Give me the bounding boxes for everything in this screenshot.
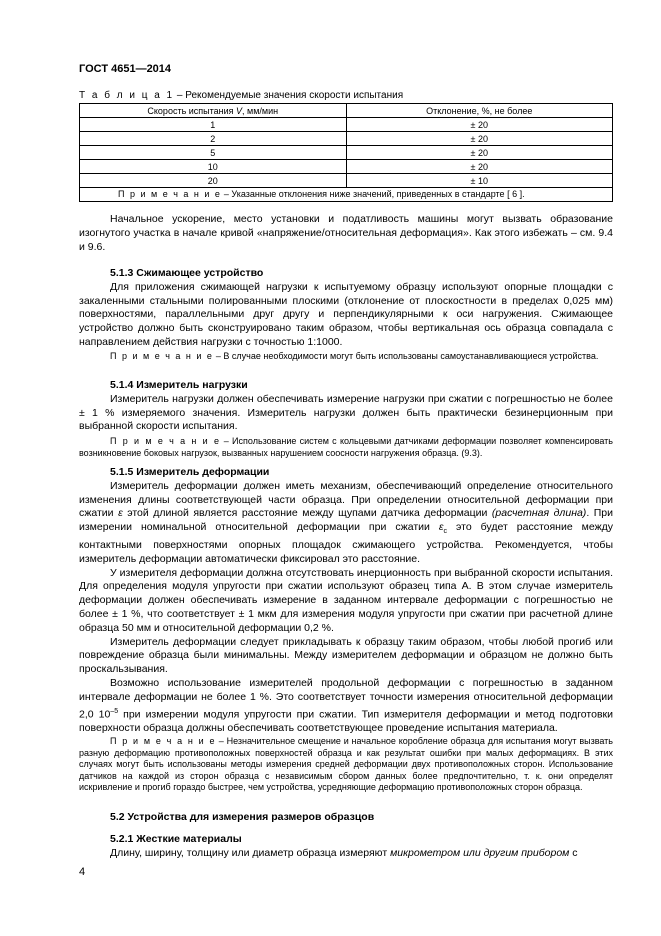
standard-header: ГОСТ 4651—2014 bbox=[79, 63, 172, 75]
section-5-1-5-paragraph-1 bbox=[79, 480, 613, 567]
table-caption bbox=[79, 90, 403, 101]
table-header-row bbox=[80, 104, 613, 118]
note-label: П р и м е ч а н и е bbox=[110, 436, 221, 446]
section-5-2-title: 5.2 Устройства для измерения размеров образцов bbox=[110, 811, 375, 823]
table-cell: 2 bbox=[80, 132, 347, 146]
text-run: Возможно использование измерителей продольной деформации с погрешностью в заданном интервале деформации не более 1 %. Это соответствует точности измерения относительной деформации 2,0 10 bbox=[79, 677, 613, 721]
section-5-1-5-paragraph-3: Измеритель деформации следует прикладывать к образцу таким образом, чтобы любой прогиб или повреждение образца были минимальны. Между измерителем деформации и образцом не должно быть проскальзывания. bbox=[79, 635, 613, 676]
text-run: это будет расстояние между контактными поверхностями опорных площадок сжимающего устройства. Рекомендуется, чтобы измеритель деформации автоматически фиксировал это расстояние. bbox=[79, 521, 613, 565]
text-run: при измерении модуля упругости при сжатии. Тип измерителя деформации и метод подготовки поверхности образца должны обеспечивать соответствующее проведение испытания материала. bbox=[79, 708, 613, 734]
table-note bbox=[80, 188, 613, 202]
col1-text: Скорость испытания bbox=[147, 105, 237, 116]
section-5-2-1-paragraph bbox=[79, 847, 613, 861]
section-5-1-3 bbox=[79, 267, 613, 350]
section-5-1-3-paragraph: Для приложения сжимающей нагрузки к испытуемому образцу используют опорные площадки с закаленными стальными полированными плоскими (отклонение от плоскостности в пределах 0,025 мм) поверхностями, параллельными друг другу и перпендикулярными к оси нагружения. Сжимающее устройство должно быть сконструировано таким образом, чтобы вертикальная ось образца совпадала с направлением действия нагрузки с точностью 1:1000. bbox=[79, 280, 613, 348]
table-row bbox=[80, 174, 613, 188]
table-cell: 1 bbox=[80, 118, 347, 132]
table-cell: 5 bbox=[80, 146, 347, 160]
section-5-1-5 bbox=[79, 466, 613, 736]
note-text: – Незначительное смещение и начальное коробление образца для испытания могут вызвать разную деформацию противоположных поверхностей образца и как результат ошибки при малых деформациях. В этих случаях могут быть использованы методы измерения средней деформации двух противоположных сторон. Использование датчиков на каждой из сторон образца с независимым сбором данных более предпочтительно, т. к. они определят искривление и прогиб гораздо быстрее, чем устройства, усредняющие деформацию противоположных сторон образца. bbox=[79, 736, 613, 792]
section-5-1-5-note bbox=[79, 736, 613, 794]
section-5-1-3-note bbox=[79, 351, 613, 363]
italic-run: (расчетная длина) bbox=[491, 507, 587, 520]
section-5-1-4-note bbox=[79, 436, 613, 459]
table-row bbox=[80, 132, 613, 146]
table-cell: ± 20 bbox=[346, 118, 613, 132]
note-text: – В случае необходимости могут быть использованы самоустанавливающиеся устройства. bbox=[213, 351, 599, 361]
superscript: –5 bbox=[110, 707, 119, 715]
test-speed-table bbox=[79, 103, 613, 202]
section-5-1-5-paragraph-2: У измерителя деформации должна отсутствовать инерционность при выбранной скорости испытания. Для определения модуля упругости при сжатии используют образец типа А. В этом случае измеритель деформации должен обеспечивать измерение в заданном интервале деформации с погрешностью не более ± 1 %, что соответствует ± 1 мкм для измерения модуля упругости при сжатии при расчетной длине образца 50 мм и относительной деформации 0,2 %. bbox=[79, 566, 613, 634]
table-note-text: – Указанные отклонения ниже значений, приведенных в стандарте [ 6 ]. bbox=[221, 188, 525, 199]
col1-unit: , мм/мин bbox=[242, 105, 279, 116]
table-row bbox=[80, 118, 613, 132]
section-5-1-4 bbox=[79, 379, 613, 434]
italic-run: микрометром или другим прибором bbox=[390, 846, 570, 859]
section-5-1-4-title: 5.1.4 Измеритель нагрузки bbox=[110, 379, 248, 391]
column-header-deviation: Отклонение, %, не более bbox=[346, 104, 613, 118]
table-note-row bbox=[80, 188, 613, 202]
subscript: c bbox=[443, 528, 447, 536]
table-row bbox=[80, 146, 613, 160]
table-cell: 20 bbox=[80, 174, 347, 188]
table-cell: ± 20 bbox=[346, 132, 613, 146]
section-5-1-4-paragraph: Измеритель нагрузки должен обеспечивать измерение нагрузки при сжатии с погрешностью не более ± 1 % измеряемого значения. Измеритель нагрузки должен быть практически безинерционным при выбранной скорости испытания. bbox=[79, 392, 613, 433]
page-number: 4 bbox=[79, 866, 86, 878]
note-label: П р и м е ч а н и е bbox=[110, 351, 214, 361]
intro-paragraph-block bbox=[79, 213, 613, 254]
note-text: – Использование систем с кольцевыми датчиками деформации позволяет компенсировать возникновение боковых нагрузок, вызванных нарушением соосности нагружения образца. (9.3). bbox=[79, 436, 613, 458]
section-5-2 bbox=[79, 811, 613, 825]
table-caption-label: Т а б л и ц а 1 bbox=[79, 90, 175, 101]
col1-var: V bbox=[236, 105, 243, 116]
text-run: Длину, ширину, толщину или диаметр образца измеряют bbox=[110, 846, 391, 859]
table-cell: ± 10 bbox=[346, 174, 613, 188]
section-5-1-5-paragraph-4 bbox=[79, 677, 613, 736]
text-run: . При измерении номинальной относительной деформации при сжатии bbox=[79, 507, 613, 534]
table-row bbox=[80, 160, 613, 174]
section-5-2-1 bbox=[79, 833, 613, 861]
table-cell: ± 20 bbox=[346, 160, 613, 174]
table-cell: ± 20 bbox=[346, 146, 613, 160]
table-note-label: П р и м е ч а н и е bbox=[118, 188, 222, 199]
text-run: с bbox=[569, 846, 578, 859]
text-run: Измеритель деформации должен иметь механизм, обеспечивающий определение относительного изменения длины соответствующей части образца. При определении относительной деформации при сжатии bbox=[79, 479, 613, 520]
table-caption-text: – Рекомендуемые значения скорости испытания bbox=[174, 90, 404, 101]
text-run: этой длиной является расстояние между щупами датчика деформации bbox=[122, 507, 492, 520]
epsilon-symbol: ε bbox=[118, 507, 123, 520]
section-5-1-5-title: 5.1.5 Измеритель деформации bbox=[110, 466, 270, 478]
note-label: П р и м е ч а н и е bbox=[110, 736, 216, 746]
intro-paragraph: Начальное ускорение, место установки и податливость машины могут вызвать образование изогнутого участка в начале кривой «напряжение/относительная деформация». Как этого избежать – см. 9.4 и 9.6. bbox=[79, 213, 613, 253]
epsilon-symbol: ε bbox=[438, 521, 444, 534]
section-5-2-1-title: 5.2.1 Жесткие материалы bbox=[110, 833, 242, 845]
section-5-1-3-title: 5.1.3 Сжимающее устройство bbox=[110, 267, 264, 279]
column-header-speed bbox=[80, 104, 347, 118]
table-cell: 10 bbox=[80, 160, 347, 174]
